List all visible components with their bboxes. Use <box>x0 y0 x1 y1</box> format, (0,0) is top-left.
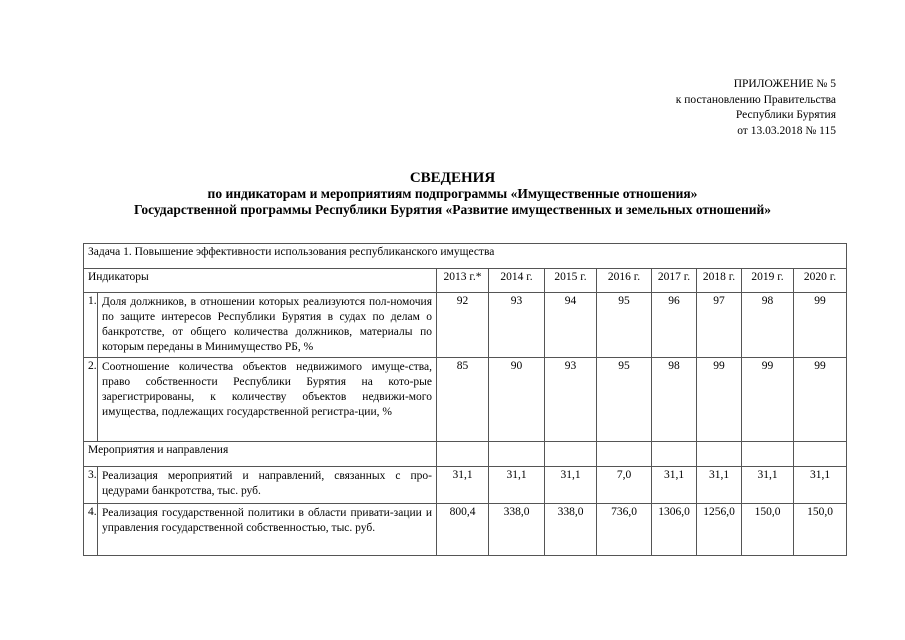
year-header: 2019 г. <box>742 269 794 293</box>
document-program: Государственной программы Республики Бурятия «Развитие имущественных и земельных отношений» <box>133 202 772 217</box>
task-row <box>84 244 847 269</box>
document-subtitle: по индикаторам и мероприятиям подпрограммы «Имущественные отношения» <box>207 186 698 201</box>
table-cell: 150,0 <box>742 504 794 556</box>
table-cell: 99 <box>742 358 794 442</box>
year-header: 2015 г. <box>545 269 597 293</box>
indicators-table <box>83 243 847 556</box>
table-cell: 31,1 <box>794 467 847 504</box>
table-cell: 99 <box>794 358 847 442</box>
task-label: Задача 1. Повышение эффективности использования республиканского имущества <box>84 244 847 269</box>
table-cell: 31,1 <box>652 467 697 504</box>
section-row <box>84 442 847 467</box>
table-cell: 338,0 <box>545 504 597 556</box>
table-cell: 150,0 <box>794 504 847 556</box>
table-cell: 98 <box>742 293 794 358</box>
row-number: 1. <box>84 293 98 358</box>
table-cell: 338,0 <box>489 504 545 556</box>
row-number: 3. <box>84 467 98 504</box>
row-description: Доля должников, в отношении которых реализуются пол-номочия по защите интересов Республики Бурятия в судах по делам о банкротстве, от общего количества должников, материалы по которым переданы в Минимущество РБ, % <box>98 293 437 358</box>
year-header: 2017 г. <box>652 269 697 293</box>
table-cell: 95 <box>597 293 652 358</box>
table-cell: 99 <box>697 358 742 442</box>
header-row <box>84 269 847 293</box>
indicators-header: Индикаторы <box>84 269 437 293</box>
document-title: СВЕДЕНИЯ <box>409 170 496 186</box>
table-row <box>84 358 847 442</box>
appendix-title: ПРИЛОЖЕНИЕ № 5 <box>733 78 836 90</box>
table-row <box>84 504 847 556</box>
year-header: 2020 г. <box>794 269 847 293</box>
table-row <box>84 467 847 504</box>
table-cell: 97 <box>697 293 742 358</box>
row-number: 2. <box>84 358 98 442</box>
table-cell: 99 <box>794 293 847 358</box>
appendix-republic: Республики Бурятия <box>735 109 836 121</box>
section-label: Мероприятия и направления <box>84 442 437 467</box>
table-cell: 95 <box>597 358 652 442</box>
table-cell: 93 <box>489 293 545 358</box>
table-cell: 85 <box>437 358 489 442</box>
table-cell: 94 <box>545 293 597 358</box>
table-cell: 93 <box>545 358 597 442</box>
table-row <box>84 293 847 358</box>
row-description: Соотношение количества объектов недвижимого имуще-ства, право собственности Республики Бурятия на кото-рые зарегистрированы, к количеству объектов недвижи-мого имущества, подлежащих государственной регистра-ции, % <box>98 358 437 442</box>
table-cell: 7,0 <box>597 467 652 504</box>
year-header: 2013 г.* <box>437 269 489 293</box>
table-cell: 1306,0 <box>652 504 697 556</box>
table-cell: 92 <box>437 293 489 358</box>
table-cell: 90 <box>489 358 545 442</box>
year-header: 2016 г. <box>597 269 652 293</box>
table-cell: 736,0 <box>597 504 652 556</box>
appendix-decree: к постановлению Правительства <box>675 93 836 106</box>
row-description: Реализация мероприятий и направлений, связанных с про-цедурами банкротства, тыс. руб. <box>98 467 437 504</box>
year-header: 2018 г. <box>697 269 742 293</box>
table-cell: 96 <box>652 293 697 358</box>
appendix-block <box>676 77 836 139</box>
row-description: Реализация государственной политики в области привати-зации и управления государственной собственностью, тыс. руб. <box>98 504 437 556</box>
table-cell: 1256,0 <box>697 504 742 556</box>
table-cell: 31,1 <box>545 467 597 504</box>
year-header: 2014 г. <box>489 269 545 293</box>
document-heading <box>0 170 905 218</box>
table-cell: 800,4 <box>437 504 489 556</box>
table-cell: 98 <box>652 358 697 442</box>
row-number: 4. <box>84 504 98 556</box>
appendix-date: от 13.03.2018 № 115 <box>737 124 836 137</box>
table-cell: 31,1 <box>437 467 489 504</box>
table-cell: 31,1 <box>697 467 742 504</box>
table-cell: 31,1 <box>489 467 545 504</box>
table-cell: 31,1 <box>742 467 794 504</box>
